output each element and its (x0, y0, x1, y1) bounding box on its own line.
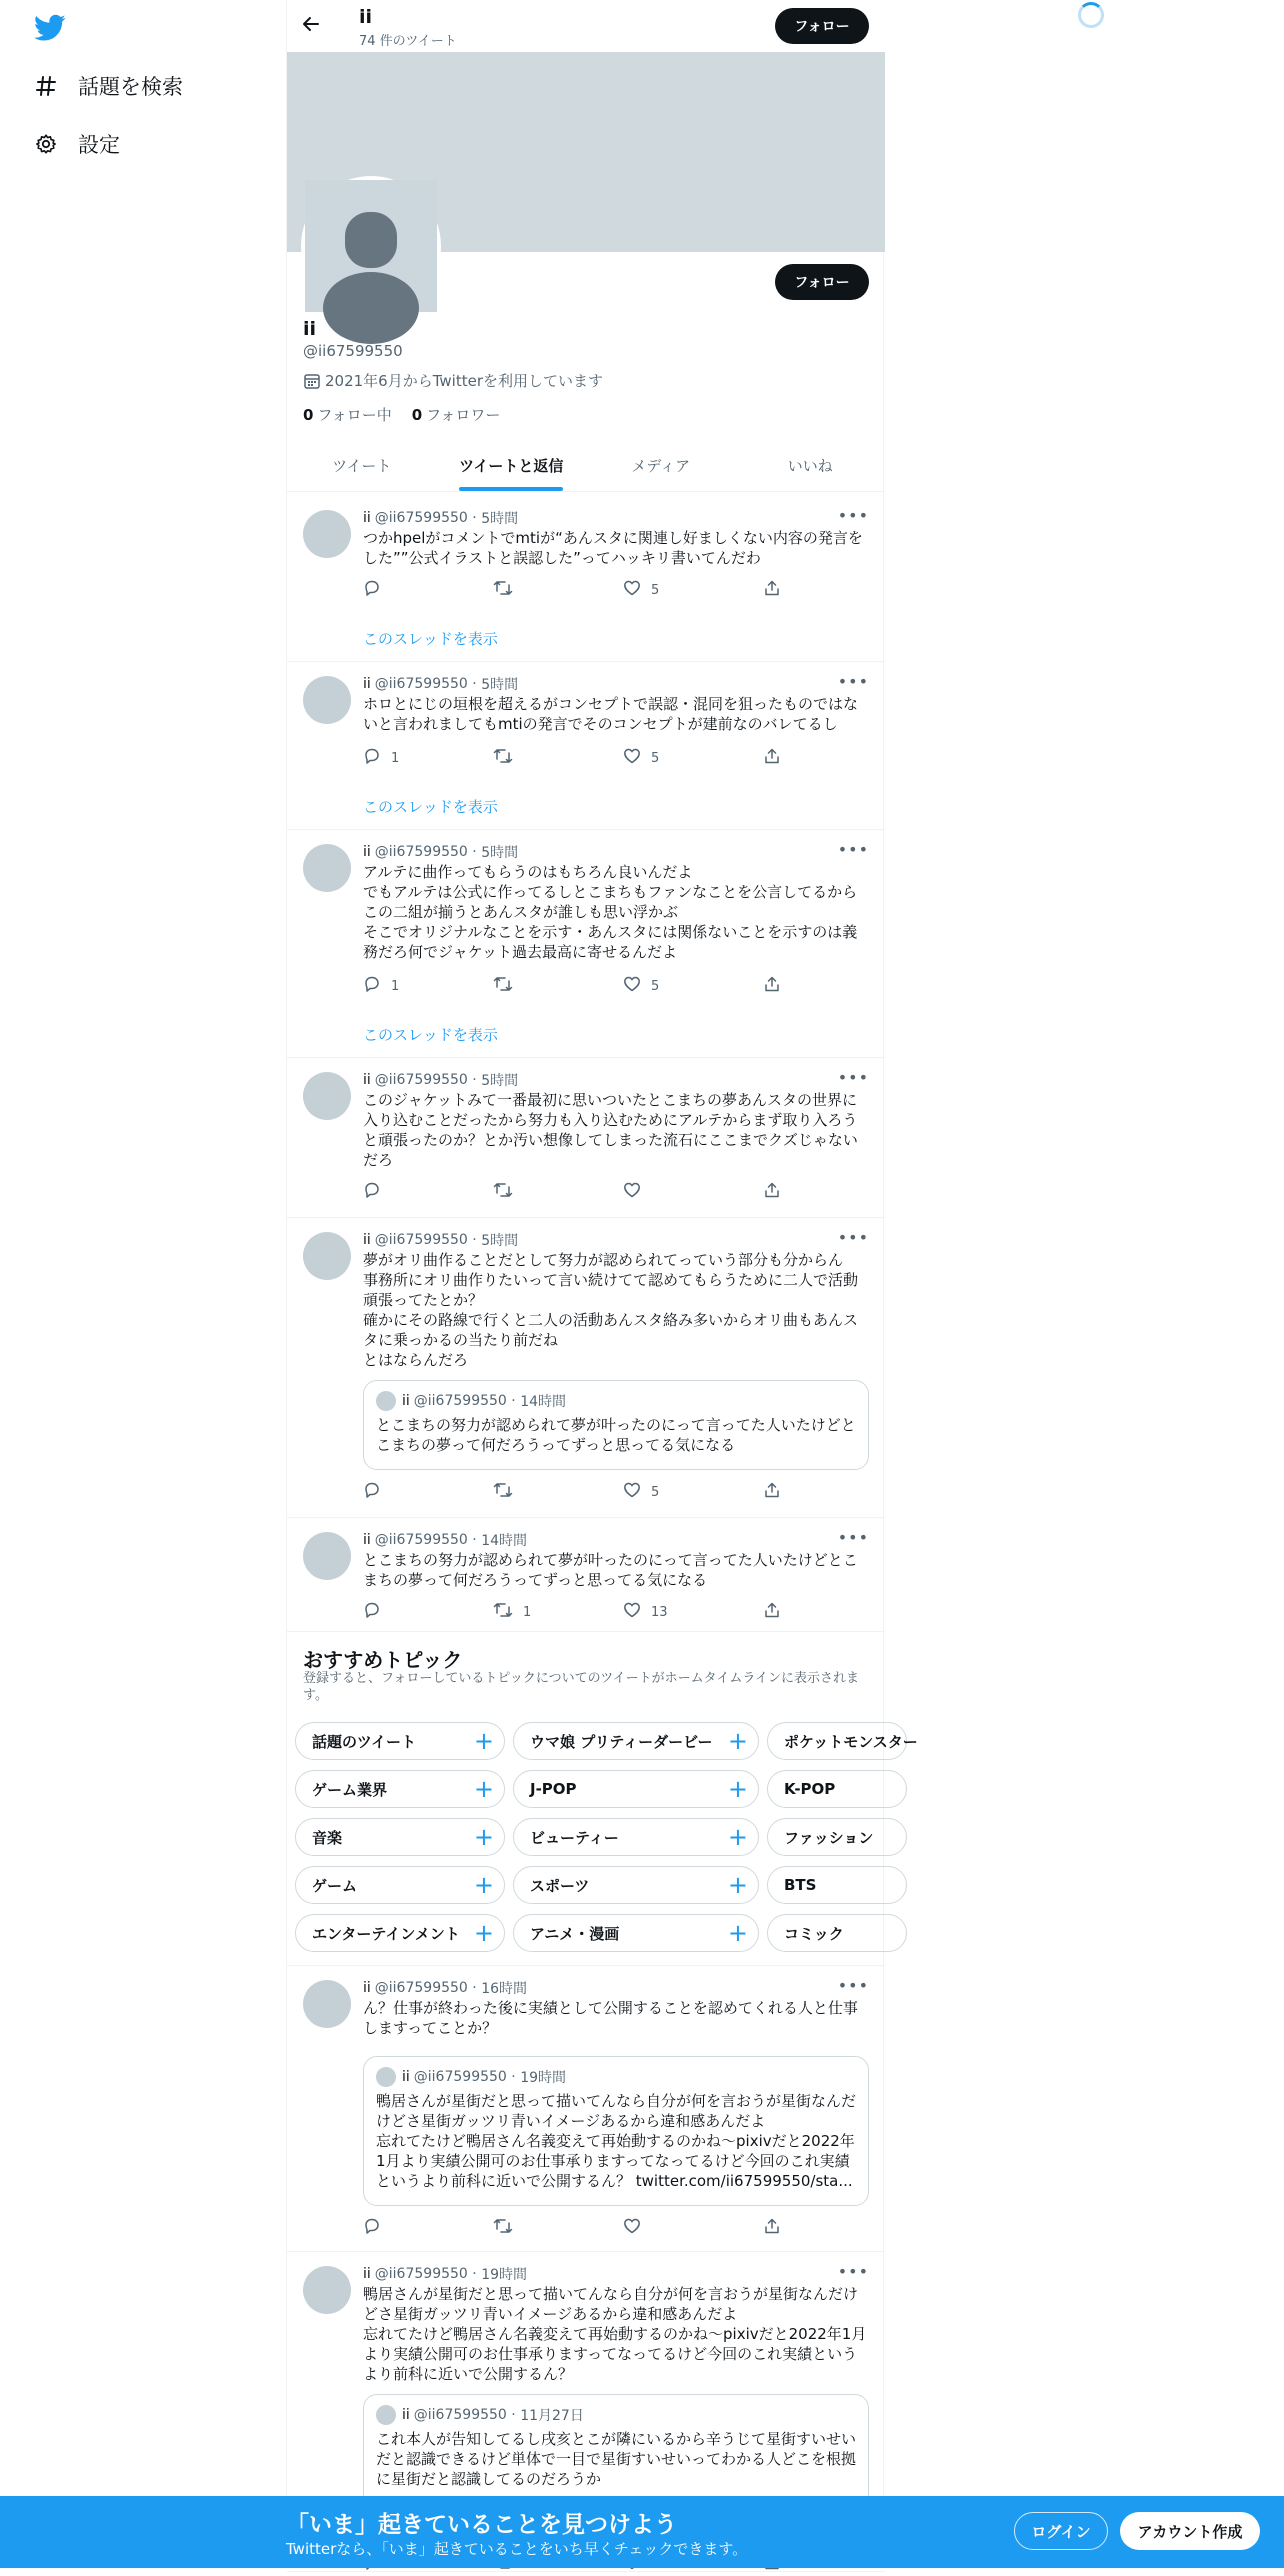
tweet-actions (363, 746, 783, 770)
profile-timeline (286, 0, 918, 2568)
retweet-icon (493, 1481, 523, 1503)
avatar (376, 2405, 396, 2425)
quoted-tweet[interactable] (363, 1380, 869, 1470)
followers-link[interactable]: 0 フォロワー (411, 406, 501, 424)
tweet-actions (363, 974, 783, 998)
more-options-icon[interactable]: ••• (837, 2262, 869, 2281)
tweet[interactable] (287, 1058, 885, 1218)
topic-chip[interactable] (767, 1722, 918, 1760)
retweet-button[interactable] (493, 746, 623, 770)
header-title: ii (359, 6, 373, 28)
topic-chip[interactable] (513, 1722, 759, 1760)
follow-stats (303, 404, 520, 425)
profile-name: ii (303, 318, 317, 340)
like-button[interactable] (623, 1180, 763, 1204)
joined-text: 2021年6月からTwitterを利用しています (325, 372, 603, 390)
topic-label: 音楽 (312, 1828, 343, 1847)
topic-chip[interactable] (767, 1770, 907, 1808)
tweet-time[interactable]: 16時間 (481, 1981, 528, 1997)
tweet[interactable] (287, 496, 885, 662)
share-icon (763, 579, 791, 601)
more-options-icon[interactable]: ••• (837, 1228, 869, 1247)
topic-chip[interactable] (295, 1770, 505, 1808)
like-button[interactable] (623, 974, 763, 998)
tweet-author-handle[interactable]: @ii67599550 (374, 844, 468, 860)
tweet[interactable] (287, 1966, 885, 2252)
profile-joined (303, 370, 603, 391)
quoted-author-handle: @ii67599550 (413, 2407, 507, 2423)
quoted-tweet-time: 19時間 (520, 2070, 567, 2086)
reply-button[interactable] (363, 2216, 493, 2240)
share-button[interactable] (763, 1600, 783, 1624)
plus-icon[interactable]: + (473, 1823, 494, 1851)
tweet-time[interactable]: 5時間 (481, 1233, 519, 1249)
quoted-author-name: ii (402, 2407, 410, 2423)
plus-icon[interactable]: + (727, 1727, 748, 1755)
plus-icon[interactable]: + (473, 1727, 494, 1755)
signup-banner (0, 2496, 1284, 2568)
sidebar-item-explore[interactable] (34, 66, 183, 106)
retweet-button[interactable] (493, 2216, 623, 2240)
sidebar-item-label: 設定 (78, 133, 120, 157)
avatar[interactable] (303, 1232, 351, 1280)
dot-separator: · (467, 510, 482, 526)
tweet-actions (363, 578, 783, 602)
back-arrow-icon[interactable] (301, 14, 325, 38)
avatar[interactable] (303, 1072, 351, 1120)
topic-label: アニメ・漫画 (530, 1924, 620, 1943)
avatar (376, 1391, 396, 1411)
quoted-tweet-header (376, 1391, 566, 1411)
reply-count: 1 (391, 750, 400, 766)
reply-icon (363, 1181, 391, 1203)
tab-tweets-and-replies[interactable]: ツイートと返信 (437, 440, 587, 491)
tweet-author-name[interactable]: ii (363, 676, 371, 692)
dot-separator: · (467, 2266, 482, 2282)
tweet-header (363, 508, 518, 528)
tweet-text: 鴨居さんが星街だと思って描いてんなら自分が何を言おうが星街なんだけどさ星街ガッツリ青いイメージあるから違和感あんだよ 忘れてたけど鴨居さん名義変えて再始動するのかね～pixivだと2022年1月より実績公開可のお仕事承りますってなってるけど今回のこれ実績というより前科に近いで公開するん？ (363, 2285, 867, 2383)
tweet-actions (363, 2216, 783, 2240)
plus-icon[interactable]: + (727, 1775, 748, 1803)
reply-button[interactable] (363, 578, 493, 602)
tab-media[interactable]: メディア (631, 457, 691, 475)
login-button[interactable]: ログイン (1014, 2512, 1108, 2550)
more-options-icon[interactable]: ••• (837, 506, 869, 525)
like-button[interactable] (623, 1480, 763, 1504)
signup-button[interactable]: アカウント作成 (1120, 2512, 1260, 2550)
tweet-header (363, 674, 518, 694)
reply-icon (363, 747, 391, 769)
reply-button[interactable] (363, 974, 493, 998)
header-follow-button[interactable]: フォロー (775, 8, 869, 44)
topic-label: ゲーム業界 (312, 1780, 388, 1799)
plus-icon[interactable]: + (727, 1919, 748, 1947)
tweet-author-name[interactable]: ii (363, 844, 371, 860)
like-count: 13 (651, 1604, 668, 1620)
dot-separator: · (506, 1393, 521, 1409)
tweet-time[interactable]: 19時間 (481, 2267, 528, 2283)
recommended-topics (287, 1632, 918, 1966)
tweet-time[interactable]: 5時間 (481, 511, 519, 527)
plus-icon[interactable]: + (473, 1871, 494, 1899)
tweet-text: 夢がオリ曲作ることだとして努力が認められてっていう部分も分からん 事務所にオリ曲作りたいって言い続けてて認めてもらうために二人で活動頑張ってたとか？ 確かにその路線で行くと二人の活動あんスタ絡み多いからオリ曲もあんスタに乗っかるの当たり前だね とはならんだろ (363, 1251, 859, 1369)
retweet-button[interactable] (493, 578, 623, 602)
retweet-icon (493, 1601, 523, 1623)
like-button[interactable] (623, 578, 763, 602)
reply-button[interactable] (363, 746, 493, 770)
tweet-author-handle[interactable]: @ii67599550 (374, 1232, 468, 1248)
topic-label: ビューティー (530, 1828, 619, 1847)
tweet-count: 74 件のツイート (359, 34, 457, 49)
reply-icon (363, 1601, 391, 1623)
topic-label: K-POP (784, 1780, 836, 1798)
show-thread-link[interactable]: このスレッドを表示 (363, 630, 498, 648)
tab-likes[interactable]: いいね (787, 457, 833, 475)
retweet-button[interactable] (493, 1180, 623, 1204)
reply-icon (363, 579, 391, 601)
share-button[interactable] (763, 1480, 783, 1504)
left-sidebar (0, 0, 286, 2568)
tweet-author-handle[interactable]: @ii67599550 (374, 676, 468, 692)
retweet-count: 1 (523, 1604, 532, 1620)
more-options-icon[interactable]: ••• (837, 672, 869, 691)
topic-label: J-POP (530, 1780, 577, 1798)
quoted-author-handle: @ii67599550 (413, 2069, 507, 2085)
dot-separator: · (467, 1072, 482, 1088)
like-button[interactable] (623, 1600, 763, 1624)
tweet-author-handle[interactable]: @ii67599550 (374, 1980, 468, 1996)
dot-separator: · (467, 844, 482, 860)
topics-description: 登録すると、フォローしているトピックについてのツイートがホームタイムラインに表示されます。 (303, 1671, 860, 1703)
dot-separator: · (506, 2069, 521, 2085)
like-count: 5 (651, 978, 660, 994)
tweet-text: つかhpelがコメントでmtiが“あんスタに関連し好ましくない内容の発言をした””公式イラストと誤認した”ってハッキリ書いてんだわ (363, 529, 863, 567)
share-button[interactable] (763, 1180, 783, 1204)
tweet-author-name[interactable]: ii (363, 1980, 371, 1996)
dot-separator: · (467, 1232, 482, 1248)
heart-icon (623, 747, 651, 769)
tweet-time[interactable]: 14時間 (481, 1533, 528, 1549)
reply-icon (363, 975, 391, 997)
twitter-bird-icon[interactable] (34, 14, 66, 42)
tweet-author-name[interactable]: ii (363, 510, 371, 526)
tweet-text: アルテに曲作ってもらうのはもちろん良いんだよ でもアルテは公式に作ってるしとこまちもファンなことを公言してるから この二組が揃うとあんスタが誰しも思い浮かぶ そこでオリジナルなことを示す・あんスタには関係ないことを示すのは義務だろ何でジャケット過去最高に寄せるんだよ (363, 863, 858, 961)
topic-label: スポーツ (530, 1876, 590, 1895)
tweet-author-handle[interactable]: @ii67599550 (374, 1072, 468, 1088)
like-button[interactable] (623, 2216, 763, 2240)
share-button[interactable] (763, 746, 783, 770)
topics-title: おすすめトピック (303, 1648, 463, 1672)
avatar[interactable] (303, 510, 351, 558)
topic-chip[interactable] (767, 1818, 907, 1856)
more-options-icon[interactable]: ••• (837, 1976, 869, 1995)
banner-subtitle: Twitterなら、「いま」起きていることをいち早くチェックできます。 (286, 2540, 748, 2558)
tweet-author-name[interactable]: ii (363, 1072, 371, 1088)
topic-label: ファッション (784, 1828, 874, 1847)
topic-label: BTS (784, 1876, 817, 1894)
retweet-icon (493, 975, 523, 997)
like-button[interactable] (623, 746, 763, 770)
topic-label: ウマ娘 プリティーダービー (530, 1732, 713, 1751)
topic-chip[interactable] (767, 1914, 907, 1952)
topic-label: コミック (784, 1924, 844, 1943)
heart-icon (623, 2217, 651, 2239)
share-button[interactable] (763, 578, 783, 602)
quoted-author-name: ii (402, 2069, 410, 2085)
more-options-icon[interactable]: ••• (837, 1068, 869, 1087)
tweet-header (363, 842, 518, 862)
share-icon (763, 1181, 791, 1203)
banner-title: 「いま」起きていることを見つけよう (286, 2512, 677, 2538)
default-avatar-icon (305, 180, 437, 312)
heart-icon (623, 1601, 651, 1623)
tweet[interactable] (287, 1518, 885, 1632)
topic-chip[interactable] (295, 1914, 505, 1952)
reply-icon (363, 2217, 391, 2239)
like-count: 5 (651, 750, 660, 766)
topic-chip[interactable] (513, 1914, 759, 1952)
dot-separator: · (506, 2407, 521, 2423)
avatar[interactable] (303, 1532, 351, 1580)
sidebar-item-settings[interactable] (34, 124, 120, 164)
share-icon (763, 975, 791, 997)
avatar[interactable] (303, 1980, 351, 2028)
quoted-author-handle: @ii67599550 (413, 1393, 507, 1409)
share-icon (763, 1481, 791, 1503)
tweet-actions (363, 1600, 783, 1624)
more-options-icon[interactable]: ••• (837, 840, 869, 859)
share-button[interactable] (763, 974, 783, 998)
tweet-text: とこまちの努力が認められて夢が叶ったのにって言ってた人いたけどとこまちの夢って何だろうってずっと思ってる気になる (363, 1551, 858, 1589)
topic-chip[interactable] (767, 1866, 907, 1904)
tweet[interactable] (287, 662, 885, 830)
hashtag-icon (34, 74, 58, 98)
tweet-author-name[interactable]: ii (363, 1232, 371, 1248)
profile-follow-button[interactable]: フォロー (775, 264, 869, 300)
retweet-icon (493, 1181, 523, 1203)
more-options-icon[interactable]: ••• (837, 1528, 869, 1547)
topic-chip[interactable] (513, 1818, 759, 1856)
plus-icon[interactable]: + (727, 1823, 748, 1851)
tweet-author-handle[interactable]: @ii67599550 (374, 1532, 468, 1548)
sidebar-item-label: 話題を検索 (78, 75, 183, 99)
retweet-button[interactable] (493, 974, 623, 998)
quoted-tweet-header (376, 2405, 584, 2425)
reply-button[interactable] (363, 1600, 493, 1624)
profile-avatar[interactable] (301, 176, 441, 316)
dot-separator: · (467, 1532, 482, 1548)
topic-label: ポケットモンスター (784, 1732, 918, 1751)
tweet-text: ホロとにじの垣根を超えるがコンセプトで誤認・混同を狙ったものではないと言われましてもmtiの発言でそのコンセプトが建前なのバレてるし (363, 695, 859, 733)
tweet-text: このジャケットみて一番最初に思いついたとこまちの夢あんスタの世界に入り込むことだったから努力も入り込むためにアルテからまず取り入ろうと頑張ったのか？とか汚い想像してしまった流石にここまでクズじゃないだろ (363, 1091, 858, 1169)
quoted-tweet[interactable] (363, 2056, 869, 2206)
tweet-author-handle[interactable]: @ii67599550 (374, 2266, 468, 2282)
quoted-tweet-time: 11月27日 (520, 2408, 584, 2424)
show-thread-link[interactable]: このスレッドを表示 (363, 798, 498, 816)
avatar[interactable] (303, 844, 351, 892)
tweet-header (363, 1978, 527, 1998)
loading-spinner-icon (1078, 2, 1104, 28)
dot-separator: · (467, 1980, 482, 1996)
topic-chip[interactable] (295, 1818, 505, 1856)
like-count: 5 (651, 1484, 660, 1500)
tweet-time[interactable]: 5時間 (481, 845, 519, 861)
tweet-time[interactable]: 5時間 (481, 1073, 519, 1089)
tab-tweets[interactable]: ツイート (332, 457, 392, 475)
tweet-header (363, 1530, 527, 1550)
reply-count: 1 (391, 978, 400, 994)
top-header (287, 0, 885, 52)
plus-icon[interactable]: + (473, 1775, 494, 1803)
topic-chip[interactable] (513, 1866, 759, 1904)
tweet-actions (363, 1480, 783, 1504)
topic-label: ゲーム (312, 1876, 358, 1895)
heart-icon (623, 1181, 651, 1203)
quoted-tweet-text: とこまちの努力が認められて夢が叶ったのにって言ってた人いたけどとこまちの夢って何だろうってずっと思ってる気になる (376, 1416, 856, 1454)
gear-icon (34, 132, 58, 156)
heart-icon (623, 579, 651, 601)
retweet-icon (493, 579, 523, 601)
tweet-header (363, 1230, 518, 1250)
following-link[interactable]: 0 フォロー中 (303, 406, 392, 424)
quoted-tweet-time: 14時間 (520, 1394, 567, 1410)
topic-label: 話題のツイート (312, 1732, 416, 1751)
topic-chip[interactable] (295, 1722, 505, 1760)
retweet-icon (493, 747, 523, 769)
show-thread-link[interactable]: このスレッドを表示 (363, 1026, 498, 1044)
reply-button[interactable] (363, 1480, 493, 1504)
tweet-author-handle[interactable]: @ii67599550 (374, 510, 468, 526)
profile-handle: @ii67599550 (303, 342, 403, 360)
share-icon (763, 747, 791, 769)
avatar[interactable] (303, 676, 351, 724)
tweet-author-name[interactable]: ii (363, 2266, 371, 2282)
calendar-icon (303, 372, 321, 390)
plus-icon[interactable]: + (727, 1871, 748, 1899)
profile-tabs (287, 440, 885, 492)
retweet-icon (493, 2217, 523, 2239)
quoted-tweet-header (376, 2067, 566, 2087)
retweet-button[interactable] (493, 1480, 623, 1504)
topic-chip[interactable] (295, 1866, 505, 1904)
tweet[interactable] (287, 830, 885, 1058)
tweet[interactable] (287, 1218, 885, 1518)
dot-separator: · (467, 676, 482, 692)
avatar[interactable] (303, 2266, 351, 2314)
reply-icon (363, 1481, 391, 1503)
retweet-button[interactable] (493, 1600, 623, 1624)
plus-icon[interactable]: + (473, 1919, 494, 1947)
quoted-tweet-text: これ本人が告知してるし戌亥とこが隣にいるから辛うじて星街すいせいだと認識できるけど単体で一目で星街すいせいってわかる人どこを根拠に星街だと認識してるのだろうか (376, 2430, 857, 2488)
heart-icon (623, 975, 651, 997)
quoted-author-name: ii (402, 1393, 410, 1409)
topic-chip[interactable] (513, 1770, 759, 1808)
share-button[interactable] (763, 2216, 783, 2240)
tweet-author-name[interactable]: ii (363, 1532, 371, 1548)
quoted-tweet-text: 鴨居さんが星街だと思って描いてんなら自分が何を言おうが星街なんだけどさ星街ガッツリ青いイメージあるから違和感あんだよ 忘れてたけど鴨居さん名義変えて再始動するのかね～pixivだと2022年1月より実績公開可のお仕事承りますってなってるけど今回のこれ実績というより前科に近いで公開するん？ twitter.com/ii67599550/sta... (376, 2092, 857, 2190)
tweet-header (363, 1070, 518, 1090)
tweet-text: ん？仕事が終わった後に実績として公開することを認めてくれる人と仕事しますってことか？ (363, 1999, 858, 2037)
share-icon (763, 2217, 791, 2239)
like-count: 5 (651, 582, 660, 598)
tweet-time[interactable]: 5時間 (481, 677, 519, 693)
reply-button[interactable] (363, 1180, 493, 1204)
tweet-header (363, 2264, 527, 2284)
avatar (376, 2067, 396, 2087)
topic-label: エンターテインメント (312, 1924, 460, 1943)
tweet-actions (363, 1180, 783, 1204)
share-icon (763, 1601, 791, 1623)
heart-icon (623, 1481, 651, 1503)
